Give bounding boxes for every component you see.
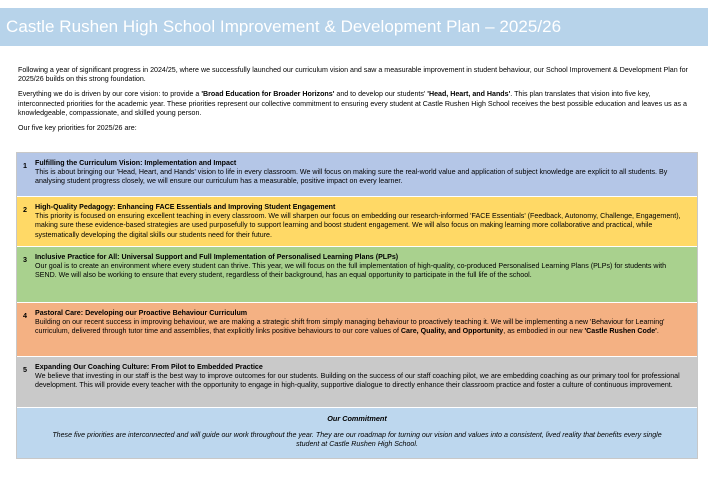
commitment-text: These five priorities are interconnected and will guide our work throughout the year. They are our roadmap for turning our vision and values into a consistent, lived reality that benefits every single student at Castle Rushen High School.: [52, 431, 662, 449]
priority-number: 2: [23, 205, 27, 214]
intro-text: . This plan translates that vision into five key, interconnected priorities for the academic year. These priorities represent our collective commitment to ensuring every student at Castle Rushen High School receives the best possible education and leaves us as a knowledgeable, compassionate, and skilled young person.: [18, 90, 688, 117]
priority-row-4: [17, 303, 697, 357]
priority-text-part: .: [656, 327, 659, 336]
intro-text: and to develop our students': [334, 90, 428, 99]
priority-text-part: Building on our recent success in improving behaviour, we are making a strategic shift from simply managing behaviour to proactively teaching it. We will be implementing a new 'Behaviour for Learning' curriculum, delivered through tutor time and assemblies, that explicitly links positive behaviours to our core values of: [35, 318, 665, 336]
priority-row-2: [17, 197, 697, 247]
priority-title: High-Quality Pedagogy: Enhancing FACE Essentials and Improving Student Engagement: [35, 203, 336, 211]
commitment-section: [17, 408, 697, 458]
priority-number: 4: [23, 311, 27, 320]
page-title: Castle Rushen High School Improvement & Development Plan – 2025/26: [6, 17, 562, 36]
title-banner: [0, 8, 708, 46]
priority-text: We believe that investing in our staff is the best way to improve outcomes for our students. Building on the success of our staff coaching pilot, we are embedding coaching as our primary tool for professional development. This will provide every teacher with the opportunity to engage in high-quality, supportive dialogue to directly enhance their classroom practice and foster a culture of continuous improvement.: [35, 372, 680, 390]
priority-row-5: [17, 357, 697, 408]
vision-phrase: 'Broad Education for Broader Horizons': [201, 90, 335, 99]
intro-paragraph-2: [18, 90, 698, 118]
priority-text: [35, 318, 689, 336]
priority-number: 3: [23, 255, 27, 264]
intro-text: Everything we do is driven by our core vision: to provide a: [18, 90, 202, 99]
priority-text: This is about bringing our 'Head, Heart, and Hands' vision to life in every classroom. We will focus on making sure the real-world value and application of subject knowledge are explicit to all students. By analysing student progress closely, we will ensure our curriculum has a measurable, positive impact on every learner.: [35, 168, 668, 186]
priority-title: Pastoral Care: Developing our Proactive Behaviour Curriculum: [35, 309, 248, 317]
priority-body: [33, 247, 697, 302]
intro-paragraph-1: Following a year of significant progress in 2024/25, where we successfully launched our curriculum vision and saw a measurable improvement in student behaviour, our School Improvement & Development Plan for 2025/26 builds on this strong foundation.: [18, 66, 688, 84]
core-values-phrase: Care, Quality, and Opportunity: [400, 327, 504, 336]
commitment-title: Our Commitment: [327, 414, 387, 423]
priority-text: Our goal is to create an environment where every student can thrive. This year, we will focus on the full implementation of high-quality, co-produced Personalised Learning Plans (PLPs) for students with SEND. We will also be working to ensure that every student, regardless of their background, has an equal opportunity to participate in the full life of the school.: [35, 262, 667, 280]
priority-title: Expanding Our Coaching Culture: From Pilot to Embedded Practice: [35, 363, 263, 371]
priority-body: [33, 303, 697, 356]
priority-number: 1: [23, 161, 27, 170]
priority-row-3: [17, 247, 697, 303]
priority-body: [33, 197, 697, 246]
code-phrase: 'Castle Rushen Code': [584, 327, 657, 336]
priority-row-1: [17, 153, 697, 197]
priority-text: This priority is focused on ensuring excellent teaching in every classroom. We will sharpen our focus on embedding our research-informed 'FACE Essentials' (Feedback, Autonomy, Challenge, Engagement), making sure these evidence-based strategies are used purposefully to support learning and boost student engagement. We will also focus on making learning more collaborative and practical, while systematically developing the digital skills our students need for their future.: [35, 212, 681, 239]
priorities-table: [16, 152, 698, 459]
priority-text-part: , as embodied in our new: [503, 327, 585, 336]
intro-paragraph-3: Our five key priorities for 2025/26 are:: [18, 124, 137, 133]
priority-number: 5: [23, 365, 27, 374]
priority-body: [33, 357, 697, 407]
priority-title: Fulfilling the Curriculum Vision: Implementation and Impact: [35, 159, 237, 167]
intro-section: [18, 66, 698, 139]
values-phrase: 'Head, Heart, and Hands': [427, 90, 511, 99]
priority-body: [33, 153, 697, 196]
priority-title: Inclusive Practice for All: Universal Support and Full Implementation of Personalised Learning Plans (PLPs): [35, 253, 399, 261]
